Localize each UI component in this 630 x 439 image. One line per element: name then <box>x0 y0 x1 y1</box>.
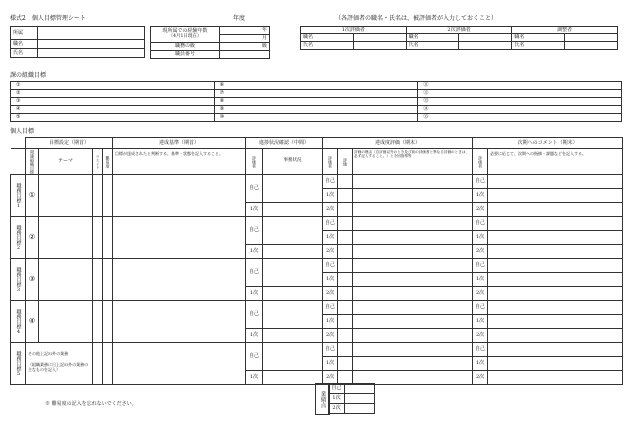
footnote: ※ 難易度の記入を忘れないでください。 <box>45 401 137 407</box>
total-second-label: 2次 <box>329 404 345 414</box>
achievement-header: 達成度評価（期末） <box>323 138 473 149</box>
row-4-reason-second[interactable] <box>353 329 473 343</box>
row-3-eval-self: 自己 <box>323 259 338 273</box>
row-3-comment-self-field[interactable] <box>488 259 623 273</box>
goal-row-4 <box>11 301 623 315</box>
row-3-difficulty[interactable] <box>103 259 113 301</box>
row-5-eval-first: 1次 <box>323 357 338 371</box>
row-5-progress-self: 自己 <box>246 343 263 371</box>
row-2-label: 職務目標2 <box>15 224 22 251</box>
row-2-reason-first[interactable] <box>353 231 473 245</box>
row-4-progress-self-facts[interactable] <box>263 301 323 329</box>
row-3-eval-first: 1次 <box>323 273 338 287</box>
second-name-field[interactable] <box>459 42 512 50</box>
org-goal-2[interactable]: ② <box>11 90 215 98</box>
row-4-rating-second[interactable] <box>338 329 353 343</box>
row-5-progress-first: 1次 <box>246 371 263 385</box>
section-org-goals: 課の組織目標 <box>10 72 47 79</box>
row-5-reason-self[interactable] <box>353 343 473 357</box>
row-1-weight[interactable] <box>93 175 103 217</box>
row-2-comment-second-field[interactable] <box>488 245 623 259</box>
row-4-eval-first: 1次 <box>323 315 338 329</box>
goal-row-1 <box>11 175 623 189</box>
total-label: 業績点 <box>319 390 326 408</box>
years-date-note: （4月1日現在） <box>168 34 202 40</box>
row-4-comment-self: 自己 <box>473 301 488 315</box>
name-label: 氏名 <box>11 49 38 58</box>
row-5-progress-first-facts[interactable] <box>263 371 323 385</box>
row-5-comment-first-field[interactable] <box>488 357 623 371</box>
row-5-comment-self: 自己 <box>473 343 488 357</box>
row-3-label: 職務目標3 <box>15 266 22 293</box>
row-2-weight[interactable] <box>93 217 103 259</box>
row-2-comment-self-field[interactable] <box>488 217 623 231</box>
row-3-eval-second: 2次 <box>323 287 338 301</box>
row-1-comment-self: 自己 <box>473 175 488 189</box>
adjuster-header: 調整者 <box>512 27 618 34</box>
row-4-reason-self[interactable] <box>353 301 473 315</box>
staff-no-label: 職員番号 <box>151 51 220 59</box>
section-personal-goals: 個人目標 <box>10 128 35 135</box>
adjuster-name-label: 氏名 <box>512 42 565 50</box>
row-3-theme[interactable] <box>39 259 93 301</box>
row-5-comment-second-field[interactable] <box>488 371 623 385</box>
row-1-mark[interactable]: ① <box>26 175 39 217</box>
row-1-comment-first-field[interactable] <box>488 189 623 203</box>
second-job-label: 職名 <box>406 34 459 42</box>
row-1-reason-self[interactable] <box>353 175 473 189</box>
difficulty-header: 難易度 <box>105 155 111 168</box>
row-5-text-1: その他上記5)外の業務 <box>28 351 69 356</box>
goal-setting-header: 目標設定（期首） <box>26 138 113 149</box>
row-2-progress-first-facts[interactable] <box>263 245 323 259</box>
goal-row-3 <box>11 259 623 273</box>
row-4-comment-first: 1次 <box>473 315 488 329</box>
row-4-comment-second-field[interactable] <box>488 329 623 343</box>
goal-row-5 <box>11 343 623 357</box>
row-4-rating-first[interactable] <box>338 315 353 329</box>
row-3-mark[interactable]: ③ <box>26 259 39 301</box>
row-2-comment-first: 1次 <box>473 231 488 245</box>
row-4-reason-first[interactable] <box>353 315 473 329</box>
row-1-reason-first[interactable] <box>353 189 473 203</box>
row-5-eval-self: 自己 <box>323 343 338 357</box>
goal-row-2 <box>11 217 623 231</box>
row-3-comment-second-field[interactable] <box>488 287 623 301</box>
row-2-eval-second: 2次 <box>323 245 338 259</box>
row-1-progress-first-facts[interactable] <box>263 203 323 217</box>
first-name-field[interactable] <box>353 42 406 50</box>
evaluators-table <box>300 26 618 50</box>
org-goal-13[interactable]: ⑬ <box>418 98 622 106</box>
total-self-field[interactable] <box>345 384 375 394</box>
adjuster-job-field[interactable] <box>565 34 618 42</box>
form-title: 様式2 個人目標管理シート <box>10 15 86 22</box>
org-goal-no-header: 関連組織目標 <box>30 149 35 174</box>
row-4-difficulty[interactable] <box>103 301 113 343</box>
row-4-mark[interactable]: ④ <box>26 301 39 343</box>
row-5-criteria[interactable] <box>113 343 246 385</box>
row-4-eval-second: 2次 <box>323 329 338 343</box>
row-1-rating-second[interactable] <box>338 203 353 217</box>
job-title-label: 職名 <box>11 40 38 49</box>
row-2-eval-self: 自己 <box>323 217 338 231</box>
second-evaluator-header: 2次評価者 <box>406 27 512 34</box>
row-2-comment-self: 自己 <box>473 217 488 231</box>
row-1-progress-self: 自己 <box>246 175 263 203</box>
row-3-progress-self-facts[interactable] <box>263 259 323 287</box>
row-1-comment-second: 2次 <box>473 203 488 217</box>
org-goal-5[interactable]: ⑤ <box>11 114 215 122</box>
row-2-rating-self[interactable] <box>338 217 353 231</box>
row-3-reason-self[interactable] <box>353 259 473 273</box>
theme-header: テーマ <box>39 149 93 175</box>
employee-info-table <box>10 26 145 58</box>
row-4-comment-first-field[interactable] <box>488 315 623 329</box>
row-1-eval-first: 1次 <box>323 189 338 203</box>
year-unit[interactable]: 年 <box>220 27 270 35</box>
row-4-comment-self-field[interactable] <box>488 301 623 315</box>
criteria-header: 達成基準（期首） <box>113 138 246 149</box>
row-2-progress-first: 1次 <box>246 245 263 259</box>
row-4-comment-second: 2次 <box>473 329 488 343</box>
row-3-criteria[interactable] <box>113 259 246 301</box>
row-5-rating-first[interactable] <box>338 357 353 371</box>
row-5-text-2: （組織業務に日上記5)外の業務の主なものを記入） <box>28 362 89 372</box>
first-job-label: 職名 <box>301 34 354 42</box>
row-2-difficulty[interactable] <box>103 217 113 259</box>
row-1-criteria[interactable] <box>113 175 246 217</box>
row-3-comment-self: 自己 <box>473 259 488 273</box>
first-name-label: 氏名 <box>301 42 354 50</box>
job-title-field[interactable] <box>38 40 145 49</box>
row-3-progress-self: 自己 <box>246 259 263 287</box>
row-3-rating-first[interactable] <box>338 273 353 287</box>
affiliation-field[interactable] <box>38 27 145 40</box>
second-job-field[interactable] <box>459 34 512 42</box>
staff-no-field[interactable] <box>220 51 270 59</box>
row-1-difficulty[interactable] <box>103 175 113 217</box>
org-goal-6[interactable]: ⑥ <box>214 82 418 90</box>
row-3-comment-first-field[interactable] <box>488 273 623 287</box>
row-4-weight[interactable] <box>93 301 103 343</box>
org-goal-8[interactable]: ⑧ <box>214 98 418 106</box>
org-goal-11[interactable]: ⑪ <box>418 82 622 90</box>
row-1-rating-first[interactable] <box>338 189 353 203</box>
criteria-description: 目標が達成されたと判断する、基準・状態を記入すること。 <box>113 149 246 175</box>
row-3-rating-self[interactable] <box>338 259 353 273</box>
adjuster-name-field[interactable] <box>565 42 618 50</box>
row-1-eval-second: 2次 <box>323 203 338 217</box>
progress-evaluator-header: 評価者 <box>252 155 258 168</box>
row-3-weight[interactable] <box>93 259 103 301</box>
row-1-reason-second[interactable] <box>353 203 473 217</box>
years-label: 現所属での経験年数 <box>162 28 208 35</box>
row-5-comment-second: 2次 <box>473 371 488 385</box>
adjuster-job-label: 職名 <box>512 34 565 42</box>
row-1-progress-first: 1次 <box>246 203 263 217</box>
personal-goals-table <box>10 137 623 385</box>
row-3-rating-second[interactable] <box>338 287 353 301</box>
org-goals-table <box>10 81 622 122</box>
row-5-comment-first: 1次 <box>473 357 488 371</box>
row-4-theme[interactable] <box>39 301 93 343</box>
row-2-eval-first: 1次 <box>323 231 338 245</box>
total-first-field[interactable] <box>345 394 375 404</box>
row-2-rating-second[interactable] <box>338 245 353 259</box>
grade-unit[interactable]: 級 <box>220 43 270 51</box>
row-4-criteria[interactable] <box>113 301 246 343</box>
row-1-eval-self: 自己 <box>323 175 338 189</box>
row-3-comment-first: 1次 <box>473 273 488 287</box>
second-name-label: 氏名 <box>406 42 459 50</box>
row-1-comment-self-field[interactable] <box>488 175 623 189</box>
row-4-progress-first-facts[interactable] <box>263 329 323 343</box>
org-goal-1[interactable]: ① <box>11 82 215 90</box>
row-5-label: 職務目標5 <box>15 350 22 377</box>
row-4-label: 職務目標4 <box>15 308 22 335</box>
month-unit[interactable]: 月 <box>220 35 270 43</box>
first-job-field[interactable] <box>353 34 406 42</box>
row-2-reason-second[interactable] <box>353 245 473 259</box>
org-goal-10[interactable]: ⑩ <box>214 114 418 122</box>
comment-evaluator-header: 評価者 <box>478 155 484 168</box>
row-3-progress-first-facts[interactable] <box>263 287 323 301</box>
evaluator-note: （各評価者の職名・氏名は、被評価者が入力しておくこと） <box>335 15 498 22</box>
first-evaluator-header: 1次評価者 <box>301 27 407 34</box>
reason-description: 評価の理由（自評価以外のとき及び前の評価者と異なる評価のときは、必ず記入すること。）と今回指導等 <box>353 149 473 175</box>
row-4-eval-self: 自己 <box>323 301 338 315</box>
total-self-label: 自己 <box>329 384 345 394</box>
row-1-comment-second-field[interactable] <box>488 203 623 217</box>
row-5-rating-self[interactable] <box>338 343 353 357</box>
grade-label: 職務の級 <box>151 43 220 51</box>
facts-header: 事務状況 <box>263 149 323 175</box>
org-goal-15[interactable]: ⑮ <box>418 114 622 122</box>
row-5-comment-self-field[interactable] <box>488 343 623 357</box>
org-goal-3[interactable]: ③ <box>11 98 215 106</box>
name-field[interactable] <box>38 49 145 58</box>
row-1-label: 職務目標1 <box>15 182 22 209</box>
org-goal-9[interactable]: ⑨ <box>214 106 418 114</box>
rating-header: 評価 <box>343 157 349 166</box>
comment-header: 次期へのコメント（期末） <box>473 138 623 149</box>
row-2-theme[interactable] <box>39 217 93 259</box>
org-goal-4[interactable]: ④ <box>11 106 215 114</box>
row-1-progress-self-facts[interactable] <box>263 175 323 203</box>
row-2-progress-self-facts[interactable] <box>263 217 323 245</box>
org-goal-14[interactable]: ⑭ <box>418 106 622 114</box>
row-5-difficulty[interactable] <box>103 343 113 385</box>
row-2-reason-self[interactable] <box>353 217 473 231</box>
comment-description: 必要に応じて、次期への指摘・課題などを記入する。 <box>488 149 623 175</box>
achievement-evaluator-header: 評価者 <box>328 155 334 168</box>
row-2-rating-first[interactable] <box>338 231 353 245</box>
row-4-progress-first: 1次 <box>246 329 263 343</box>
row-3-comment-second: 2次 <box>473 287 488 301</box>
row-1-comment-first: 1次 <box>473 189 488 203</box>
total-first-label: 1次 <box>329 394 345 404</box>
org-goal-7[interactable]: ⑦ <box>214 90 418 98</box>
row-3-reason-first[interactable] <box>353 273 473 287</box>
service-info-table <box>150 26 270 59</box>
progress-header: 進捗状況確認（中間） <box>246 138 323 149</box>
affiliation-label: 所属 <box>11 27 38 40</box>
total-second-field[interactable] <box>345 404 375 414</box>
row-4-progress-self: 自己 <box>246 301 263 329</box>
row-2-mark[interactable]: ② <box>26 217 39 259</box>
row-5-eval-second: 2次 <box>323 371 338 385</box>
row-2-progress-self: 自己 <box>246 217 263 245</box>
row-5-progress-self-facts[interactable] <box>263 343 323 371</box>
row-2-criteria[interactable] <box>113 217 246 259</box>
row-3-reason-second[interactable] <box>353 287 473 301</box>
row-5-reason-first[interactable] <box>353 357 473 371</box>
row-3-progress-first: 1次 <box>246 287 263 301</box>
row-2-comment-first-field[interactable] <box>488 231 623 245</box>
weight-header: ウエイト <box>96 154 101 169</box>
year-label: 年度 <box>233 15 246 22</box>
row-5-weight[interactable] <box>93 343 103 385</box>
row-4-rating-self[interactable] <box>338 301 353 315</box>
org-goal-12[interactable]: ⑫ <box>418 90 622 98</box>
row-2-comment-second: 2次 <box>473 245 488 259</box>
row-1-rating-self[interactable] <box>338 175 353 189</box>
row-1-theme[interactable] <box>39 175 93 217</box>
total-table <box>328 383 375 414</box>
